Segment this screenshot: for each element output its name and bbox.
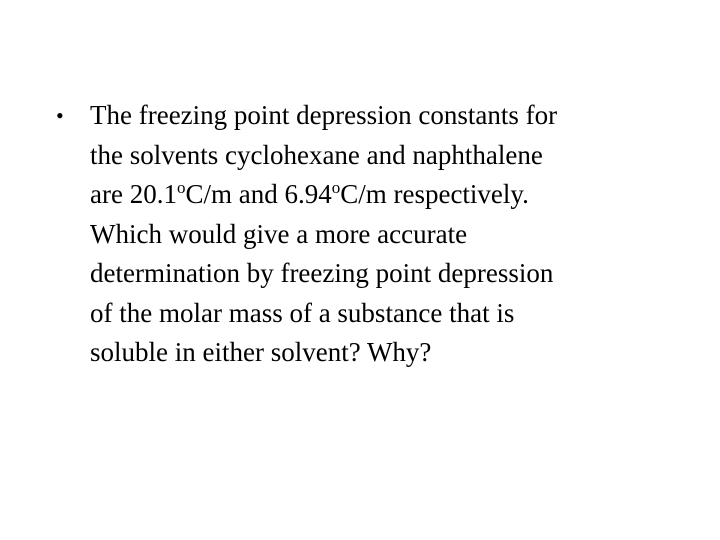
degree-superscript-1: o — [176, 178, 186, 197]
text-line-5: determination by freezing point depression — [90, 258, 554, 288]
text-line-3-part2: C/m and 6.94 — [185, 179, 332, 209]
text-line-6: of the molar mass of a substance that is — [90, 297, 515, 328]
text-line-3-part3: C/m respectively. — [340, 179, 529, 209]
bullet-icon: • — [56, 103, 64, 128]
degree-superscript-2: o — [331, 178, 341, 197]
text-line-3 — [90, 175, 676, 215]
text-line-3-part1: are 20.1 — [90, 179, 177, 209]
bullet-paragraph — [56, 96, 676, 373]
text-line-4: Which would give a more accurate — [90, 218, 468, 249]
text-line-1: The freezing point depression constants for — [90, 100, 558, 130]
text-line-7: soluble in either solvent? Why? — [90, 337, 432, 367]
text-line-2: the solvents cyclohexane and naphthalene — [90, 139, 543, 170]
bullet-text — [90, 96, 676, 373]
